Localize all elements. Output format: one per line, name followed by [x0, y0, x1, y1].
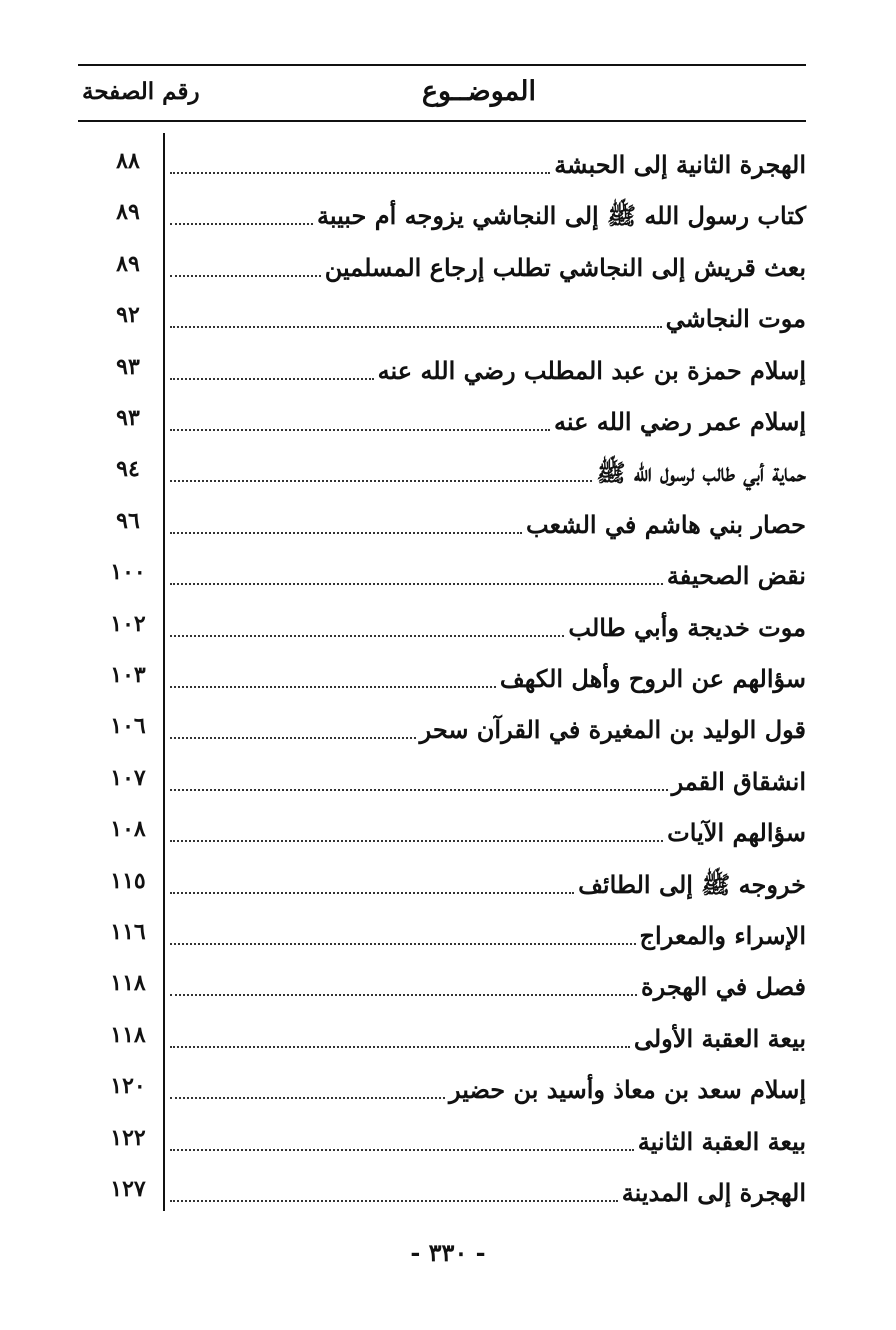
toc-entry-page: ١٠٠	[110, 559, 146, 586]
toc-entry	[78, 187, 806, 235]
toc-entry-title: حصار بني هاشم في الشعب	[526, 509, 806, 539]
toc-entry-page: ٨٩	[116, 250, 140, 277]
toc-entry-page: ١٠٦	[110, 713, 146, 740]
toc-entry-page: ١١٥	[110, 867, 146, 894]
toc-entry-page: ٩٣	[116, 405, 140, 431]
toc-entry-page: ٩٦	[116, 507, 140, 534]
toc-entry	[78, 342, 806, 390]
toc-entry-page: ١٢٧	[110, 1176, 146, 1202]
toc-entry-title: قول الوليد بن المغيرة في القرآن سحر	[419, 715, 806, 745]
toc-entry-title: بعث قريش إلى النجاشي تطلب إرجاع المسلمين	[324, 252, 806, 282]
toc-entry-title: فصل في الهجرة	[641, 972, 806, 1002]
toc-entry	[78, 496, 806, 544]
dot-leader	[170, 275, 321, 277]
toc-entry-title: الهجرة إلى المدينة	[621, 1178, 806, 1207]
toc-entry-title: سؤالهم الآيات	[667, 818, 806, 848]
toc-entry-page: ٨٩	[116, 199, 140, 226]
dot-leader	[170, 1046, 630, 1048]
dot-leader	[170, 789, 668, 791]
toc-entry-title: موت النجاشي	[665, 304, 806, 334]
toc-entry-page: ٩٢	[116, 302, 140, 329]
dot-leader	[170, 840, 663, 842]
toc-entry-title: خروجه ﷺ إلى الطائف	[578, 869, 806, 899]
toc-entry-page: ٨٨	[116, 148, 140, 174]
toc-entry-page: ٩٣	[116, 353, 140, 380]
toc-entry-title: إسلام عمر رضي الله عنه	[553, 407, 806, 436]
table-header	[78, 72, 806, 118]
toc-entry	[78, 650, 806, 698]
dot-leader	[170, 583, 663, 585]
dot-leader	[170, 994, 637, 996]
toc-entry-page: ١٠٨	[110, 816, 146, 843]
toc-entry	[78, 136, 806, 184]
toc-entry-page: ١٢٠	[110, 1073, 146, 1100]
toc-entry	[78, 753, 806, 801]
dot-leader	[170, 223, 313, 225]
toc-entry	[78, 290, 806, 338]
header-top-rule	[78, 64, 806, 66]
dot-leader	[170, 326, 662, 328]
toc-entry-page: ١٠٧	[110, 764, 146, 791]
toc-entry-title: بيعة العقبة الأولى	[633, 1023, 806, 1053]
toc-entry	[78, 1164, 806, 1212]
dot-leader	[170, 686, 496, 688]
toc-entry	[78, 239, 806, 287]
toc-entry	[78, 1061, 806, 1109]
toc-entry-title: بيعة العقبة الثانية	[637, 1126, 806, 1156]
dot-leader	[170, 480, 592, 482]
toc-entry-title: الإسراء والمعراج	[639, 921, 806, 950]
toc-entry	[78, 1113, 806, 1161]
toc-entry	[78, 547, 806, 595]
dot-leader	[170, 1097, 445, 1099]
topic-column-header: الموضــوع	[421, 76, 536, 107]
toc-entry-title: موت خديجة وأبي طالب	[568, 612, 806, 642]
toc-entry-page: ١١٦	[110, 919, 146, 945]
dot-leader	[170, 172, 550, 174]
toc-entry	[78, 701, 806, 749]
toc-entry-title: حماية أبي طالب لرسول الله ﷺ	[596, 458, 806, 488]
toc-entry	[78, 393, 806, 441]
toc-entry	[78, 1010, 806, 1058]
toc-entry-title: نقض الصحيفة	[666, 561, 806, 591]
page-number-footer: - ٣٣٠ -	[410, 1238, 486, 1267]
toc-entry-title: إسلام سعد بن معاذ وأسيد بن حضير	[448, 1075, 806, 1105]
toc-entry-title: سؤالهم عن الروح وأهل الكهف	[499, 664, 806, 693]
toc-entry-page: ٩٤	[116, 456, 140, 483]
toc-entry-page: ١١٨	[110, 1021, 146, 1048]
dot-leader	[170, 1200, 618, 1202]
toc-entry-title: كتاب رسول الله ﷺ إلى النجاشي يزوجه أم حبيبة	[316, 201, 806, 231]
toc-entry	[78, 444, 806, 492]
dot-leader	[170, 378, 374, 380]
dot-leader	[170, 429, 550, 431]
dot-leader	[170, 532, 522, 534]
dot-leader	[170, 943, 636, 945]
toc-entry-page: ١٢٢	[110, 1124, 146, 1151]
dot-leader	[170, 635, 564, 637]
toc-entry-page: ١٠٣	[110, 662, 146, 688]
toc-entry	[78, 804, 806, 852]
toc-entry	[78, 856, 806, 904]
header-bottom-rule	[78, 120, 806, 122]
toc-entry-title: إسلام حمزة بن عبد المطلب رضي الله عنه	[377, 355, 806, 385]
dot-leader	[170, 737, 416, 739]
dot-leader	[170, 892, 574, 894]
toc-entry-page: ١٠٢	[110, 610, 146, 637]
toc-entry	[78, 599, 806, 647]
toc-entry	[78, 958, 806, 1006]
toc-entry-title: الهجرة الثانية إلى الحبشة	[554, 150, 806, 179]
toc-entry-page: ١١٨	[110, 970, 146, 997]
dot-leader	[170, 1149, 634, 1151]
page-number-column-header: رقم الصفحة	[82, 78, 200, 105]
toc-entry	[78, 907, 806, 955]
toc-entry-title: انشقاق القمر	[671, 766, 806, 796]
